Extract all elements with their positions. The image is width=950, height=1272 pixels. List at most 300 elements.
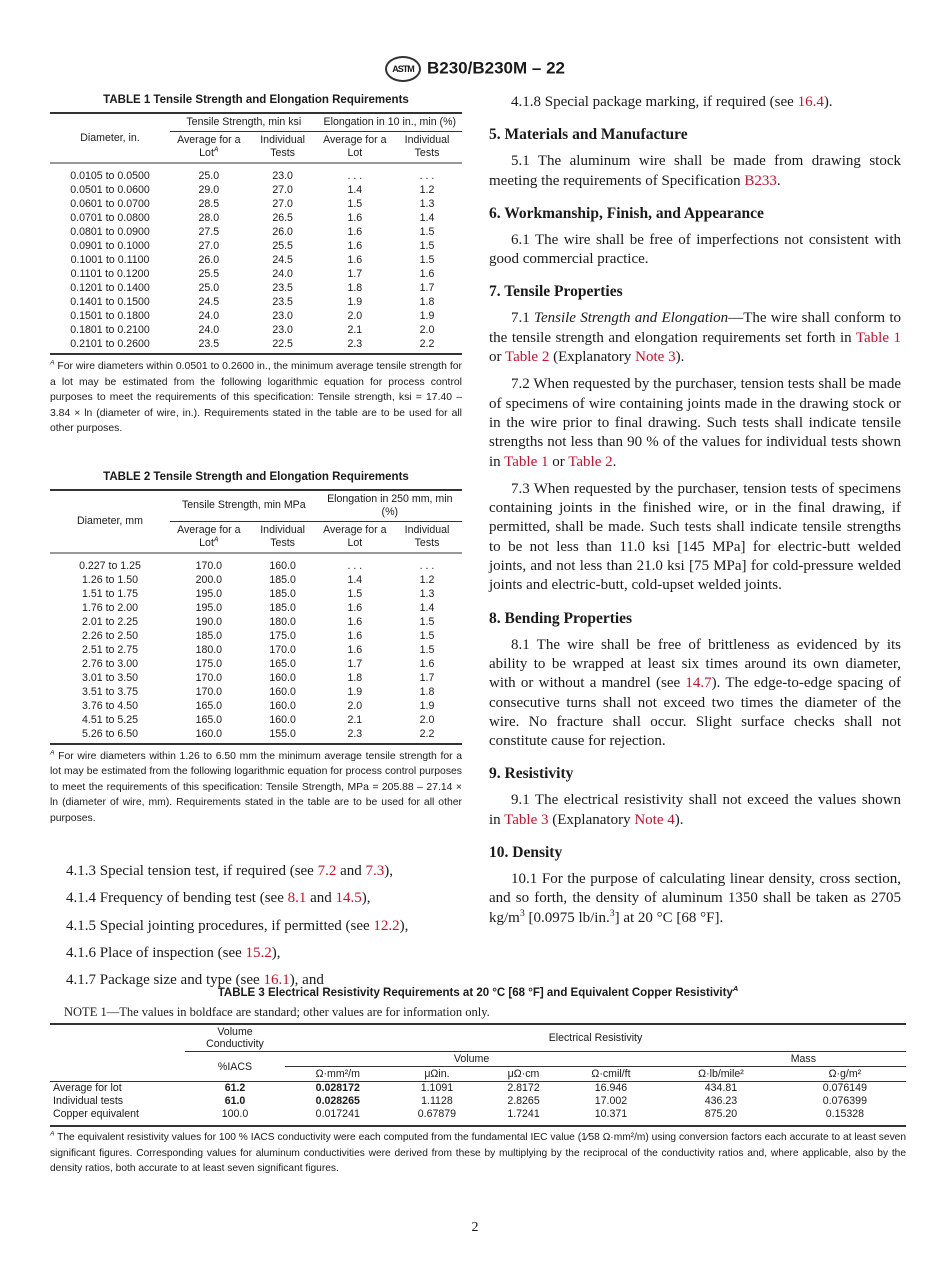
section-heading: 7. Tensile Properties	[489, 283, 623, 301]
table-cell: 2.0	[419, 324, 435, 336]
table-cell: 2.1	[347, 713, 363, 726]
col-header: Elongation in 10 in., min (%)	[318, 113, 462, 132]
section-heading: 10. Density	[489, 844, 563, 862]
table-cell: 195.0	[195, 601, 223, 614]
text-segment: 4.1.7 Package size and type (see	[66, 972, 264, 989]
list-item	[50, 944, 462, 963]
table-cell: 3.01 to 3.50	[82, 671, 138, 684]
table-row	[50, 253, 462, 267]
table-cell: 165.0	[269, 657, 296, 670]
text-segment: or	[489, 349, 505, 366]
table-cell: Copper equivalent	[53, 1108, 139, 1120]
table-cell: 0.028265	[315, 1095, 360, 1107]
table-cell: 25.0	[198, 282, 220, 294]
text-segment: and	[336, 863, 366, 879]
table-cell: 1.3	[419, 587, 435, 600]
table-row	[50, 337, 462, 354]
footnote-mark: A	[50, 359, 55, 367]
table-cell: 27.0	[198, 240, 220, 252]
table-cell: 25.5	[198, 268, 220, 280]
table-cell: 23.5	[272, 296, 293, 308]
cross-reference-link[interactable]: Table 1	[504, 453, 549, 470]
table-cell: 170.0	[195, 559, 223, 572]
table-cell: 0.67879	[417, 1108, 457, 1120]
table-row	[50, 225, 462, 239]
col-header: Mass	[658, 1052, 906, 1067]
table-cell: 1.5	[419, 629, 435, 642]
table-cell: 27.5	[198, 226, 220, 238]
paragraph	[489, 93, 901, 112]
text-segment: 4.1.4 Frequency of bending test (see	[66, 890, 288, 907]
table-cell: 2.8172	[507, 1082, 540, 1094]
table-cell: 10.371	[594, 1108, 628, 1120]
table-cell: 1.6	[347, 615, 363, 628]
footnote-text: For wire diameters within 1.26 to 6.50 mm the minimum average tensile strength for a lot may be estimated from the following logarithmic equation for process control purposes to meet the requirements of this specification: Tensile Strength, MPa = 205.88 – 27.14 × ln (diameter of wire, mm). Requirements stated in the table are to be used for all other purposes.	[50, 750, 462, 824]
footnote-text: For wire diameters within 0.0501 to 0.2600 in., the minimum average tensile strength for a lot may be estimated from the following logarithmic equation for process control purposes to meet the requirements of this specification: Tensile strength, ksi = 17.40 – 3.84 × ln (diameter of wire, in.). Requirements stated in the table are to be used for all other purposes.	[50, 361, 462, 434]
table-row	[50, 239, 462, 253]
table-cell: 175.0	[269, 629, 296, 642]
table-cell: 25.0	[198, 170, 220, 182]
table-cell: 875.20	[704, 1108, 738, 1120]
table-cell: 1.5	[419, 615, 435, 628]
table-cell: 1.26 to 1.50	[82, 573, 138, 586]
text-segment: 6.1 The wire shall be free of imperfections not consistent with good commercial practice.	[489, 231, 901, 268]
paragraph	[489, 636, 901, 752]
table-cell: 0.1001 to 0.1100	[70, 254, 150, 266]
footnote-mark: A	[50, 1130, 55, 1138]
table-cell: 1.8	[347, 671, 363, 684]
table-cell: 23.0	[272, 324, 293, 336]
text-segment: —The wire shall conform to the tensile strength and elongation requirements set forth in	[489, 310, 901, 346]
col-header-text: Average for a Lot	[177, 523, 241, 549]
paragraph	[489, 309, 901, 367]
table-row	[50, 281, 462, 295]
text-segment: Tensile Strength and Elongation	[534, 310, 729, 327]
table-cell: 1.6	[419, 657, 435, 670]
table-row	[50, 699, 462, 713]
table-title: TABLE 2 Tensile Strength and Elongation Requirements	[103, 470, 409, 483]
table-row	[50, 587, 462, 601]
table-cell: 1.5	[419, 226, 435, 238]
table-cell: 160.0	[269, 671, 296, 684]
table-cell: 2.3	[318, 337, 392, 354]
table-cell: 2.3	[318, 727, 392, 744]
col-header: Individual Tests	[248, 521, 318, 553]
table-cell: 185.0	[195, 629, 223, 642]
table-cell: 0.0701 to 0.0800	[70, 212, 150, 224]
table-cell: . . .	[347, 170, 363, 182]
table-row	[50, 615, 462, 629]
text-segment: ),	[361, 890, 371, 907]
paragraph	[489, 480, 901, 596]
table-2	[50, 471, 462, 827]
table-cell: 0.028172	[315, 1082, 360, 1094]
table-cell: 160.0	[269, 713, 296, 726]
table-cell: 2.1	[347, 324, 363, 336]
table-row	[50, 685, 462, 699]
table-row	[50, 671, 462, 685]
table-cell: 24.5	[272, 254, 293, 266]
col-header: Individual Tests	[392, 132, 462, 164]
table-cell: 0.1501 to 0.1800	[70, 310, 150, 322]
col-header: Volume	[285, 1052, 658, 1067]
text-segment: 3	[609, 907, 615, 919]
paragraph	[489, 375, 901, 471]
footnote-text: The equivalent resistivity values for 100 % IACS conductivity were each computed from the fundamental IEC value (1⁄58 Ω·mm²/m) using conversion factors each accurate to at least seven significant figures. Corresponding values for aluminum conductivities were derived from these by multiplying by the reciprocal of the conductivity ratios and, where applicable, also by the density ratios, both accurate to at least seven significant figures.	[50, 1132, 906, 1174]
table-cell: 0.0105 to 0.0500	[70, 170, 150, 182]
table-cell: . . .	[419, 559, 435, 572]
table-3	[50, 984, 906, 1177]
table-cell: 0.076399	[822, 1095, 867, 1107]
text-segment: ).	[674, 811, 684, 828]
table-cell: 160.0	[269, 699, 296, 712]
cross-reference-link[interactable]: 12.2	[373, 917, 400, 934]
table-cell: 28.5	[198, 198, 220, 210]
table-cell: 1.4	[419, 212, 435, 224]
table-row	[50, 601, 462, 615]
table-cell: 1.5	[419, 254, 435, 266]
table-cell: 1.7	[347, 268, 363, 280]
table-cell: 1.4	[347, 573, 363, 586]
paragraph	[489, 791, 901, 830]
text-segment: 3	[519, 907, 525, 919]
unit-header: Ω·lb/mile²	[698, 1068, 744, 1080]
table-cell: 27.0	[272, 198, 293, 210]
table-note: NOTE 1—The values in boldface are standard; other values are for information only.	[64, 1005, 490, 1019]
table-cell: 1.5	[347, 198, 363, 210]
table-cell: 170.0	[195, 685, 223, 698]
col-header: Tensile Strength, min ksi	[170, 113, 318, 132]
table-cell: 180.0	[195, 643, 223, 656]
table-cell: 0.0801 to 0.0900	[70, 226, 150, 238]
section-heading: 9. Resistivity	[489, 765, 574, 783]
cross-reference-link[interactable]: Table 2	[568, 453, 613, 470]
table-row	[50, 1082, 906, 1096]
table-cell: 1.6	[347, 212, 363, 224]
list-item	[50, 889, 462, 908]
table-row	[50, 267, 462, 281]
cross-reference-link[interactable]: 16.4	[797, 94, 824, 110]
table-cell: 24.0	[198, 324, 220, 336]
table-cell: 1.76 to 2.00	[82, 601, 138, 614]
table-cell: 23.5	[170, 337, 248, 354]
table-cell: 3.51 to 3.75	[82, 685, 138, 698]
table-row	[50, 1108, 906, 1121]
footnote-mark: A	[213, 535, 219, 543]
table-row	[50, 553, 462, 573]
table-cell: 0.017241	[315, 1108, 360, 1120]
table-cell: 160.0	[269, 685, 296, 698]
list-item	[50, 917, 462, 936]
unit-header: μΩin.	[424, 1068, 450, 1080]
table-cell: 0.15328	[825, 1108, 865, 1120]
text-segment: 7.1	[511, 310, 535, 327]
text-segment: ),	[271, 944, 281, 961]
table-row	[50, 295, 462, 309]
table-1	[50, 94, 462, 437]
table-cell: 2.8265	[507, 1095, 540, 1107]
unit-header: Ω·mm²/m	[315, 1068, 360, 1080]
table-cell: 0.0601 to 0.0700	[70, 198, 150, 210]
col-header: Individual Tests	[248, 132, 318, 164]
table-cell: Individual tests	[53, 1095, 124, 1107]
table-row	[50, 727, 462, 744]
text-segment: 10.1 For the purpose of calculating linear density, cross section, and so forth, the density of aluminum 1350 shall be taken as 2705 kg/m	[489, 871, 901, 926]
table-cell: 1.9	[347, 685, 363, 698]
col-header: %IACS	[217, 1060, 253, 1073]
cross-reference-link[interactable]: 7.2	[317, 863, 337, 879]
cross-reference-link[interactable]: 14.5	[335, 890, 362, 907]
table-cell: 1.4	[347, 184, 363, 196]
table-row	[50, 197, 462, 211]
table-cell: 190.0	[195, 615, 223, 628]
table-cell: 1.5	[419, 643, 435, 656]
section-heading: 5. Materials and Manufacture	[489, 126, 688, 144]
table-row	[50, 163, 462, 183]
table-footnote	[50, 359, 462, 437]
table-cell: 185.0	[269, 587, 296, 600]
requirements-table	[50, 112, 462, 355]
order-info-list	[50, 862, 462, 998]
col-header: Average for a Lot	[318, 132, 392, 164]
text-segment: [0.0975 lb/in.	[524, 909, 610, 926]
table-cell: Average for lot	[53, 1082, 122, 1094]
table-title-text: TABLE 3 Electrical Resistivity Requirements at 20 °C [68 °F] and Equivalent Copper Resistivity	[217, 987, 733, 999]
table-cell: 1.2	[419, 573, 435, 586]
table-cell: 61.0	[224, 1095, 246, 1107]
table-cell: 195.0	[195, 587, 223, 600]
footnote-mark: A	[50, 749, 55, 757]
text-segment: 5.1 The aluminum wire shall be made from drawing stock meeting the requirements of Specification	[489, 153, 901, 189]
table-row	[50, 183, 462, 197]
footnote-mark: A	[732, 984, 739, 994]
text-segment: 4.1.3 Special tension test, if required (see	[66, 863, 318, 879]
table-cell: 1.8	[419, 296, 435, 308]
page-number: 2	[471, 1220, 479, 1235]
table-row	[50, 657, 462, 671]
footnote-mark: A	[213, 146, 219, 154]
table-cell: 24.0	[198, 310, 220, 322]
table-cell: 1.1091	[420, 1082, 454, 1094]
table-cell: 1.6	[347, 643, 363, 656]
table-cell: 155.0	[248, 727, 318, 744]
text-segment: 9.1 The electrical resistivity shall not exceed the values shown in	[489, 792, 901, 828]
text-segment: ),	[399, 917, 409, 934]
table-cell: 165.0	[195, 699, 223, 712]
table-cell: 1.7241	[507, 1108, 540, 1120]
col-header: Volume Conductivity	[185, 1024, 285, 1052]
table-cell: 160.0	[269, 559, 296, 572]
table-cell: 0.0501 to 0.0600	[70, 184, 150, 196]
table-cell: 26.0	[198, 254, 220, 266]
table-cell: 3.76 to 4.50	[82, 699, 138, 712]
table-cell: 1.8	[419, 685, 435, 698]
unit-header: Ω·cmil/ft	[591, 1068, 631, 1080]
requirements-table	[50, 489, 462, 745]
table-cell: 2.0	[347, 310, 363, 322]
table-cell: 1.2	[419, 184, 435, 196]
col-header: Individual Tests	[392, 521, 462, 553]
table-cell: 1.7	[347, 657, 363, 670]
cross-reference-link[interactable]: Note 3	[635, 349, 676, 366]
table-cell: 1.6	[347, 226, 363, 238]
table-cell: 436.23	[704, 1095, 738, 1107]
text-segment: (Explanatory	[548, 811, 635, 828]
table-cell: 100.0	[221, 1108, 249, 1120]
table-cell: 175.0	[195, 657, 223, 670]
table-cell: 0.227 to 1.25	[79, 559, 141, 572]
table-cell: 1.7	[419, 282, 435, 294]
text-segment: 8.1 The wire shall be free of brittleness as evidenced by its ability to be wrapped at least six times around its own diameter, with or without a mandrel (see	[489, 636, 901, 692]
table-cell: 1.6	[347, 601, 363, 614]
table-cell: 1.7	[419, 671, 435, 684]
text-segment: or	[548, 453, 569, 470]
col-header: Electrical Resistivity	[285, 1024, 906, 1052]
table-cell: . . .	[419, 170, 435, 182]
table-row	[50, 309, 462, 323]
table-row	[50, 713, 462, 727]
col-header: Diameter, mm	[50, 490, 170, 553]
text-segment: ).	[823, 94, 833, 110]
table-cell: 0.076149	[822, 1082, 867, 1094]
table-cell: 61.2	[224, 1082, 246, 1094]
text-segment: (Explanatory	[549, 349, 636, 366]
table-cell: 160.0	[170, 727, 248, 744]
table-row	[50, 1095, 906, 1108]
table-row	[50, 323, 462, 337]
table-cell: 1.51 to 1.75	[82, 587, 138, 600]
table-row	[50, 573, 462, 587]
table-cell: 170.0	[269, 643, 296, 656]
table-cell: 2.2	[392, 727, 462, 744]
table-cell: 4.51 to 5.25	[82, 713, 138, 726]
table-cell: 1.5	[347, 587, 363, 600]
text-segment: ), and	[289, 972, 324, 989]
table-cell: 17.002	[594, 1095, 628, 1107]
text-segment: 7.3 When requested by the purchaser, tension tests of specimens containing joints in the finished wire, or in the final drawing, if permitted, shall be made. Such tests shall indicate tensile strengths to be not less than 11.0 ksi [145 MPa] for electric-butt welded joints, and not less than 21.0 ksi [75 MPa] for cold-pressure welded joints and electric-butt, cold-upset welded joints.	[489, 480, 901, 594]
resistivity-table	[50, 1023, 906, 1121]
table-cell: 1.8	[347, 282, 363, 294]
cross-reference-link[interactable]: Table 2	[504, 349, 550, 366]
paragraph	[489, 152, 901, 191]
table-cell: 1.6	[347, 240, 363, 252]
cross-reference-link[interactable]: 16.1	[263, 972, 290, 989]
col-header: Diameter, in.	[50, 113, 170, 163]
text-segment: ] at 20 °C [68 °F].	[614, 909, 724, 926]
table-cell: 2.0	[347, 699, 363, 712]
table-cell: 27.0	[272, 184, 293, 196]
text-segment: ).	[675, 349, 685, 366]
table-cell: 25.5	[272, 240, 293, 252]
table-cell: 2.01 to 2.25	[82, 615, 138, 628]
right-column	[489, 93, 901, 936]
section-heading: 8. Bending Properties	[489, 609, 633, 627]
table-cell: 24.0	[272, 268, 293, 280]
table-cell: 22.5	[248, 337, 318, 354]
table-footnote	[50, 749, 462, 827]
table-cell: 434.81	[704, 1082, 738, 1094]
table-cell: 23.0	[272, 310, 293, 322]
paragraph	[489, 870, 901, 928]
table-cell: 26.0	[272, 226, 293, 238]
table-cell: 1.5	[419, 240, 435, 252]
standard-code: B230/B230M – 22	[427, 58, 565, 78]
table-cell: 0.1401 to 0.1500	[70, 296, 150, 308]
table-cell: 23.5	[272, 282, 293, 294]
table-row	[50, 629, 462, 643]
table-cell: 29.0	[198, 184, 220, 196]
cross-reference-link[interactable]: B233	[744, 172, 777, 189]
col-header: Elongation in 250 mm, min (%)	[318, 490, 462, 522]
table-cell: 1.4	[419, 601, 435, 614]
col-header	[170, 521, 248, 553]
table-cell: 165.0	[195, 713, 223, 726]
table-cell: 1.9	[419, 699, 435, 712]
cross-reference-link[interactable]: 7.3	[365, 863, 385, 879]
col-header	[170, 132, 248, 164]
table-cell: 2.76 to 3.00	[82, 657, 138, 670]
text-segment: ),	[384, 863, 394, 879]
table-cell: 23.0	[272, 170, 293, 182]
unit-header: Ω·g/m²	[828, 1068, 862, 1080]
unit-header: μΩ·cm	[507, 1068, 540, 1080]
table-title: TABLE 1 Tensile Strength and Elongation Requirements	[103, 94, 409, 106]
document-header	[0, 56, 950, 82]
cross-reference-link[interactable]: Table 3	[504, 811, 549, 828]
table-cell: 1.9	[347, 296, 363, 308]
section-heading: 6. Workmanship, Finish, and Appearance	[489, 204, 764, 222]
table-cell: 200.0	[195, 573, 223, 586]
cross-reference-link[interactable]: 15.2	[245, 944, 272, 961]
table-cell: 1.3	[419, 198, 435, 210]
table-cell: 185.0	[269, 573, 296, 586]
table-title	[50, 984, 906, 999]
astm-logo: ASTM	[385, 56, 421, 82]
table-cell: 1.6	[347, 254, 363, 266]
table-cell: 1.9	[419, 310, 435, 322]
table-cell: 0.1101 to 0.1200	[70, 268, 150, 280]
table-cell: 2.0	[419, 713, 435, 726]
text-segment: 7.2 When requested by the purchaser, tension tests shall be made of specimens of wire containing joints made in the drawing stock or in the wire prior to final drawing. Such tests shall indicate tensile strengths not less than 90 % of the values for individual tests shown in	[489, 376, 901, 470]
table-cell: 26.5	[272, 212, 293, 224]
col-header: Average for a Lot	[318, 521, 392, 553]
col-header-text: Average for a Lot	[177, 134, 241, 159]
text-segment: ). The edge-to-edge spacing of consecutive turns shall not exceed two times the diameter of the wire. No fracture shall occur. Slight surface checks shall not constitute cause for rejection.	[489, 675, 901, 750]
paragraph	[489, 231, 901, 270]
table-cell: 0.0901 to 0.1000	[70, 240, 150, 252]
text-segment: 4.1.8 Special package marking, if required (see	[511, 94, 798, 110]
table-cell: 0.2101 to 0.2600	[50, 337, 170, 354]
table-cell: 2.2	[392, 337, 462, 354]
table-cell: 2.51 to 2.75	[82, 643, 138, 656]
table-cell: 180.0	[269, 615, 296, 628]
list-item	[50, 862, 462, 881]
cross-reference-link[interactable]: Table 1	[855, 329, 901, 346]
table-cell: 0.1801 to 0.2100	[70, 324, 150, 336]
table-cell: 5.26 to 6.50	[50, 727, 170, 744]
table-cell: 1.6	[347, 629, 363, 642]
table-cell: 1.1128	[421, 1095, 453, 1107]
table-cell: 24.5	[198, 296, 220, 308]
table-row	[50, 211, 462, 225]
cross-reference-link[interactable]: Note 4	[634, 811, 675, 828]
cross-reference-link[interactable]: 14.7	[685, 675, 712, 692]
text-segment: .	[612, 453, 617, 470]
cross-reference-link[interactable]: 8.1	[287, 890, 307, 907]
text-segment: .	[776, 172, 781, 189]
table-cell: 0.1201 to 0.1400	[70, 282, 150, 294]
table-cell: 28.0	[198, 212, 220, 224]
